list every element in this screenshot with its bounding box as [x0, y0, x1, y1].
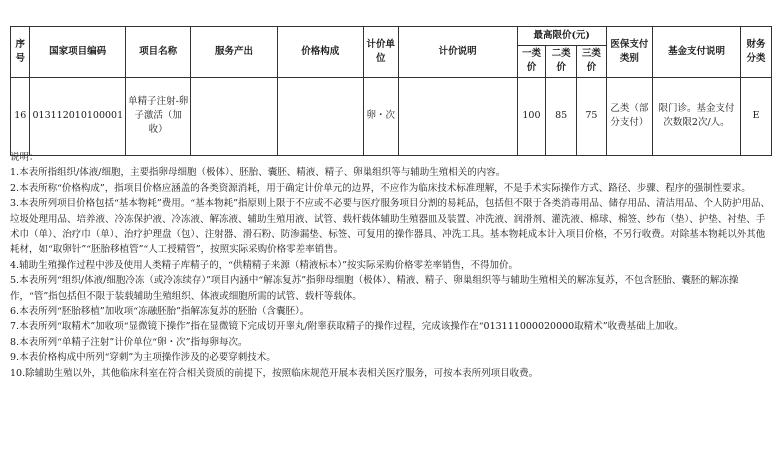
header-code: 国家项目编码 [30, 27, 125, 78]
table-row [11, 77, 772, 155]
note-item-4: 4.辅助生殖操作过程中涉及使用人类精子库精子的，“供精精子来源（精液标本）”按实际采购价格零差率销售，不得加价。 [10, 259, 519, 271]
notes-section [10, 150, 772, 381]
header-class1: 一类价 [517, 46, 546, 78]
header-unit: 计价单位 [363, 27, 398, 78]
header-composition: 价格构成 [277, 27, 363, 78]
note-item-1: 1.本表所指组织/体液/细胞，主要指卵母细胞（极体）、胚胎、囊胚、精液、精子、卵巢组织等与辅助生殖相关的内容。 [10, 167, 506, 179]
cell-class3: 75 [577, 77, 607, 155]
cell-unit: 卵・次 [363, 77, 398, 155]
cell-class1: 100 [517, 77, 546, 155]
notes-title: 说明： [10, 152, 39, 163]
cell-explain [398, 77, 517, 155]
header-class3: 三类价 [577, 46, 607, 78]
header-insurance: 医保支付类别 [606, 27, 652, 78]
cell-output [191, 77, 277, 155]
header-class2: 二类价 [546, 46, 577, 78]
header-row-1 [11, 27, 772, 46]
cell-fund: 限门诊。基金支付次数限2次/人。 [652, 77, 740, 155]
header-finance: 财务分类 [741, 27, 772, 78]
note-item-6: 6.本表所列“胚胎移植”加收项“冻融胚胎”指解冻复苏的胚胎（含囊胚）。 [10, 306, 310, 318]
price-table [10, 26, 772, 156]
note-item-9: 9.本表价格构成中所列“穿刺”为主项操作涉及的必要穿刺技术。 [10, 352, 276, 364]
header-seq: 序号 [11, 27, 30, 78]
header-fund: 基金支付说明 [652, 27, 740, 78]
header-output: 服务产出 [191, 27, 277, 78]
cell-insurance: 乙类（部分支付） [606, 77, 652, 155]
cell-name: 单精子注射-卵子激活（加收） [125, 77, 191, 155]
cell-class2: 85 [546, 77, 577, 155]
cell-finance: E [741, 77, 772, 155]
note-item-7: 7.本表所列“取精术”加收项“显微镜下操作”指在显微镜下完成切开睾丸/附睾获取精子的操作过程，完成该操作在“013111000020000取精术”收费基础上加收。 [10, 321, 684, 333]
note-item-2: 2.本表所称“价格构成”，指项目价格应涵盖的各类资源消耗，用于确定计价单元的边界，不应作为临床技术标准理解，不是手术实际操作方式、路径、步骤、程序的强制性要求。 [10, 182, 751, 194]
header-explain: 计价说明 [398, 27, 517, 78]
note-item-5: 5.本表所列“组织/体液/细胞冷冻（或冷冻续存）”项目内涵中“解冻复苏”指卵母细胞（极体）、精液、精子、卵巢组织等与辅助生殖相关的解冻复苏，不包含胚胎、囊胚的解冻操作，“管”指包括但不限于装载辅助生殖组织、体液或细胞所需的试管、载杆等载体。 [10, 275, 739, 302]
note-item-8: 8.本表所列“单精子注射”计价单位“卵・次”指每卵每次。 [10, 336, 248, 348]
header-name: 项目名称 [125, 27, 191, 78]
cell-code: 013112010100001 [30, 77, 125, 155]
header-max-price: 最高限价(元) [517, 27, 606, 46]
note-item-3: 3.本表所列项目价格包括“基本物耗”费用。“基本物耗”指原则上限于不应或不必要与医疗服务项目分割的易耗品，包括但不限于各类消毒用品、储存用品、清洁用品、个人防护用品、垃圾处理用品、培养液、冷冻保护液、冷冻液、解冻液、辅助生殖用液、试管、载杆载体辅助生殖器皿及装置、冲洗液、润滑剂、灌洗液、棉球、棉签、纱布（垫）、护垫、衬垫、手术巾（单）、治疗巾（单）、治疗护理盘（包）、注射器、滑石粉、防渗漏垫、标签、可复用的操作器具、冲洗工具。基本物耗成本计入项目价格，不另行收费。对除基本物耗以外其他耗材，如“取卵针”“胚胎移植管”“人工授精管”，按照实际采购价格零差率销售。 [10, 198, 770, 256]
note-item-10: 10.除辅助生殖以外，其他临床科室在符合相关资质的前提下，按照临床规范开展本表相关医疗服务，可按本表所列项目收费。 [10, 367, 539, 379]
cell-composition [277, 77, 363, 155]
cell-seq: 16 [11, 77, 30, 155]
